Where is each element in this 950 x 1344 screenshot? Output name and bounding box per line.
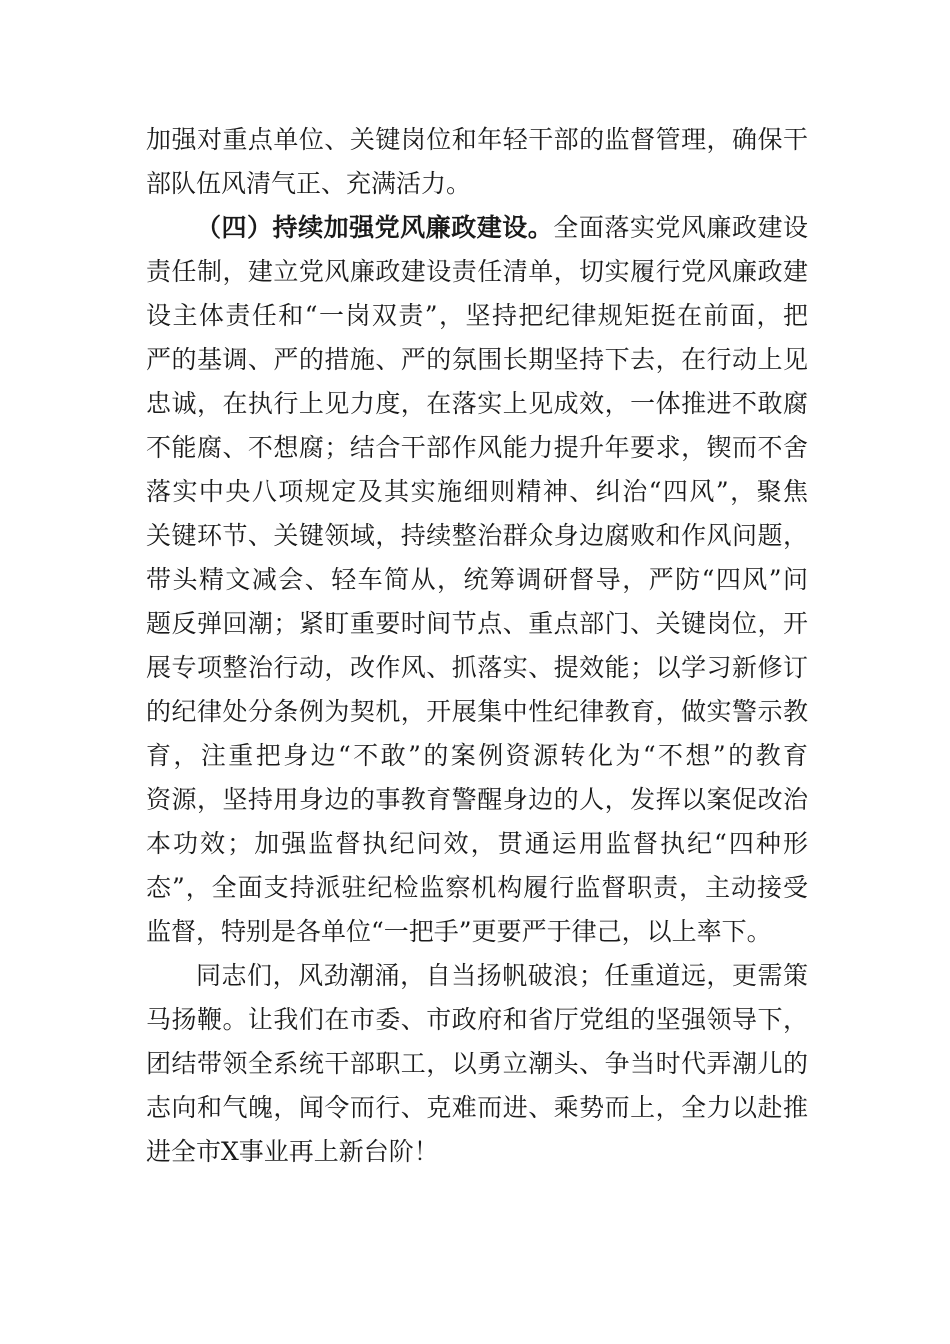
text-line: 本功效；加强监督执纪问效，贯通运用监督执纪“四种形 bbox=[146, 829, 808, 858]
text-line: 带头精文减会、轻车简从，统筹调研督导，严防“四风”问 bbox=[146, 565, 808, 594]
text-line: 关键环节、关键领域，持续整治群众身边腐败和作风问题， bbox=[146, 521, 808, 550]
text-line: 部队伍风清气正、充满活力。 bbox=[146, 169, 472, 198]
text-line: 资源，坚持用身边的事教育警醒身边的人，发挥以案促改治 bbox=[146, 785, 808, 814]
text-line: 责任制，建立党风廉政建设责任清单，切实履行党风廉政建 bbox=[146, 257, 808, 286]
text-line: 严的基调、严的措施、严的氛围长期坚持下去，在行动上见 bbox=[146, 345, 808, 374]
text-line-rest: 全面落实党风廉政建设 bbox=[553, 213, 808, 242]
text-line: 加强对重点单位、关键岗位和年轻干部的监督管理，确保干 bbox=[146, 125, 808, 154]
text-line: 进全市X事业再上新台阶！ bbox=[146, 1137, 439, 1166]
text-line: 忠诚，在执行上见力度，在落实上见成效，一体推进不敢腐 bbox=[146, 389, 808, 418]
text-line: 设主体责任和“一岗双责”，坚持把纪律规矩挺在前面，把 bbox=[146, 301, 808, 330]
text-line: 同志们，风劲潮涌，自当扬帆破浪；任重道远，更需策 bbox=[196, 961, 808, 990]
text-line: 监督，特别是各单位“一把手”更要严于律己，以上率下。 bbox=[146, 917, 772, 946]
text-line: 育，注重把身边“不敢”的案例资源转化为“不想”的教育 bbox=[146, 741, 808, 770]
text-line: 展专项整治行动，改作风、抓落实、提效能；以学习新修订 bbox=[146, 653, 808, 682]
text-line: 马扬鞭。让我们在市委、市政府和省厅党组的坚强领导下， bbox=[146, 1005, 808, 1034]
text-line: 的纪律处分条例为契机，开展集中性纪律教育，做实警示教 bbox=[146, 697, 808, 726]
text-line: 态”，全面支持派驻纪检监察机构履行监督职责，主动接受 bbox=[146, 873, 808, 902]
text-line: 志向和气魄，闻令而行、克难而进、乘势而上，全力以赴推 bbox=[146, 1093, 808, 1122]
text-line: 不能腐、不想腐；结合干部作风能力提升年要求，锲而不舍 bbox=[146, 433, 808, 462]
section-heading: （四）持续加强党风廉政建设。 bbox=[196, 213, 554, 242]
text-line: 落实中央八项规定及其实施细则精神、纠治“四风”，聚焦 bbox=[146, 477, 808, 506]
text-line: 题反弹回潮；紧盯重要时间节点、重点部门、关键岗位，开 bbox=[146, 609, 808, 638]
section-heading-line bbox=[196, 206, 808, 250]
text-line: 团结带领全系统干部职工，以勇立潮头、争当时代弄潮儿的 bbox=[146, 1049, 808, 1078]
